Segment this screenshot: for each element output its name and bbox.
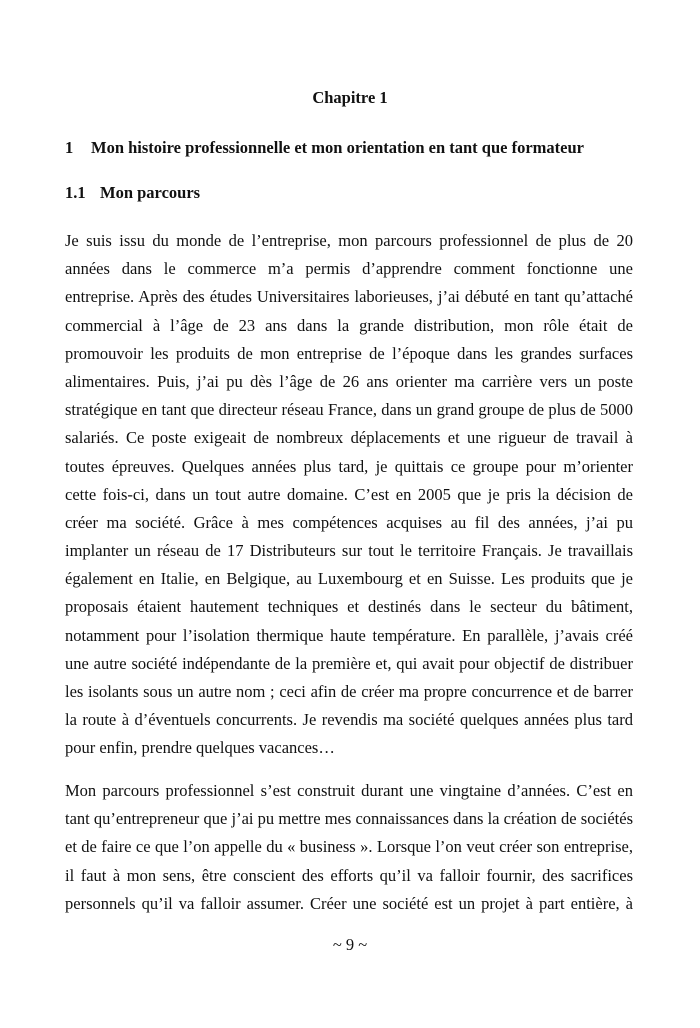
text-line: Mon parcours professionnel s’est construit durant une vingtaine d’années. C’est en [65,781,633,800]
text-line: une autre société indépendante de la première et, qui avait pour objectif de distribuer [65,653,633,673]
text-line: alimentaires. Puis, j’ai pu dès l’âge de 26 ans orienter ma carrière vers un poste [65,371,633,391]
text-line: promouvoir les produits de mon entreprise de l’époque dans les grandes surfaces [65,343,633,363]
text-line: pour enfin, prendre quelques vacances… [65,738,335,758]
text-line: la route à d’éventuels concurrents. Je revendis ma société quelques années plus tard [65,710,633,730]
section-number: 1 [65,138,74,157]
text-line: également en Italie, en Belgique, au Luxembourg et en Suisse. Les produits que je [65,569,633,589]
text-line: cette fois-ci, dans un tout autre domaine. C’est en 2005 que je pris la décision de [65,484,633,504]
text-line: Je suis issu du monde de l’entreprise, mon parcours professionnel de plus de 20 [65,231,633,250]
text-line: salariés. Ce poste exigeait de nombreux déplacements et une rigueur de travail à [65,428,633,448]
text-line: notamment pour l’isolation thermique haute température. En parallèle, j’avais créé [65,625,633,645]
text-line: créer ma société. Grâce à mes compétences acquises au fil des années, j’ai pu [65,512,633,532]
text-line: proposais étaient hautement techniques et destinés dans le secteur du bâtiment, [65,597,633,617]
text-line: personnels qu’il va falloir assumer. Créer une société est un projet à part entière, à [65,893,633,913]
text-line: les isolants sous un autre nom ; ceci afin de créer ma propre concurrence et de barrer [65,682,633,701]
paragraph-2 [65,780,633,921]
text-line: il faut à mon sens, être conscient des efforts qu’il va falloir fournir, des sacrifices [65,865,633,885]
text-line: stratégique en tant que directeur réseau France, dans un grand groupe de plus de 5000 [65,400,633,420]
section-title: Mon histoire professionnelle et mon orientation en tant que formateur [91,138,584,157]
paragraph-1 [65,230,633,766]
text-line: commercial à l’âge de 23 ans dans la grande distribution, mon rôle était de [65,315,633,335]
text-line: entreprise. Après des études Universitaires laborieuses, j’ai débuté en tant qu’attaché [65,287,633,307]
subsection-number: 1.1 [65,183,86,202]
text-line: années dans le commerce m’a permis d’apprendre comment fonctionne une [65,259,633,279]
subsection-title: Mon parcours [100,183,201,202]
section-heading [65,138,584,158]
chapter-title: Chapitre 1 [312,88,388,107]
subsection-heading [65,183,200,203]
page-number: ~ 9 ~ [332,935,368,954]
text-line: tant qu’entrepreneur que j’ai pu mettre mes connaissances dans la création de sociétés [65,809,633,829]
text-line: implanter un réseau de 17 Distributeurs sur tout le territoire Français. Je travaillais [65,541,633,561]
text-line: et de faire ce que l’on appelle du « business ». Lorsque l’on veut créer son entreprise, [65,837,633,857]
text-line: toutes épreuves. Quelques années plus tard, je quittais ce groupe pour m’orienter [65,456,633,476]
